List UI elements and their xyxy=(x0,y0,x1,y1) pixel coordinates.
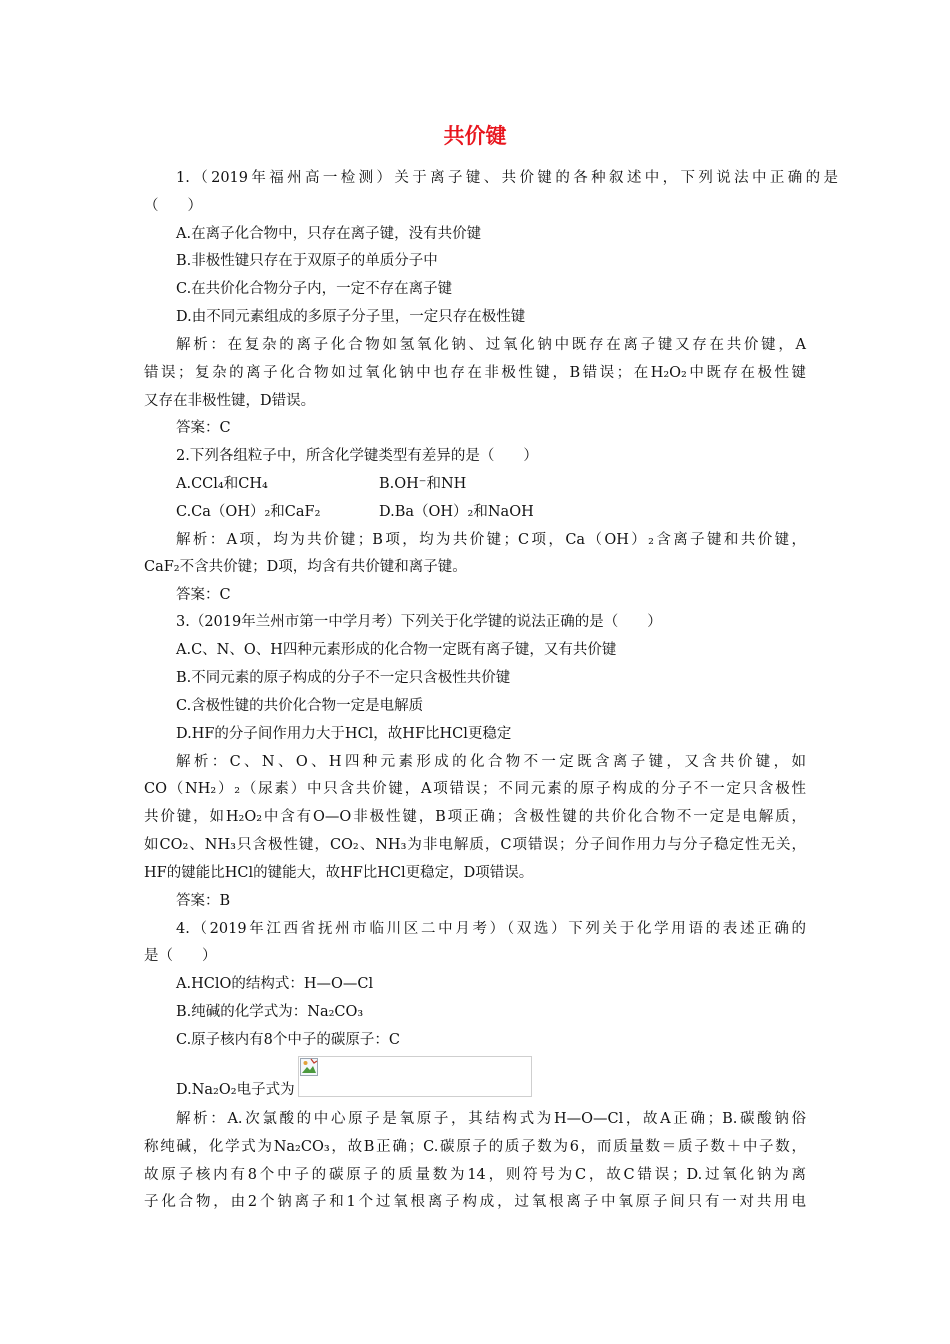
q4-option-a: A.HClO的结构式：H—O—Cl xyxy=(176,976,374,992)
q3-explanation-line2: CO（NH₂）₂（尿素）中只含共价键，A项错误；不同元素的原子构成的分子不一定只含极性 xyxy=(144,781,806,797)
q2-option-d: D.Ba（OH）₂和NaOH xyxy=(379,504,534,520)
page-title: 共价键 xyxy=(443,124,507,148)
q3-option-a: A.C、N、O、H四种元素形成的化合物一定既有离子键，又有共价键 xyxy=(176,642,617,658)
q4-stem-line2: 是（ ） xyxy=(144,948,217,964)
q1-stem-line2: （ ） xyxy=(144,198,202,214)
q3-answer: 答案：B xyxy=(176,893,231,909)
q3-explanation-line3: 共价键，如H₂O₂中含有O—O非极性键，B项正确；含极性键的共价化合物不一定是电解质， xyxy=(144,809,806,825)
q1-option-c: C.在共价化合物分子内，一定不存在离子键 xyxy=(176,281,453,297)
q1-option-d: D.由不同元素组成的多原子分子里，一定只存在极性键 xyxy=(176,309,526,325)
q2-option-c: C.Ca（OH）₂和CaF₂ xyxy=(176,504,321,520)
q3-option-d: D.HF的分子间作用力大于HCl，故HF比HCl更稳定 xyxy=(176,726,512,742)
q1-explanation-line1: 解析：在复杂的离子化合物如氢氧化钠、过氧化钠中既存在离子键又存在共价键，A xyxy=(176,337,806,353)
q1-explanation-line3: 又存在非极性键，D错误。 xyxy=(144,393,316,409)
broken-image-icon xyxy=(300,1058,318,1076)
q2-explanation-line2: CaF₂不含共价键；D项，均含有共价键和离子键。 xyxy=(144,559,467,575)
q4-explanation-line2: 称纯碱，化学式为Na₂CO₃，故B正确；C.碳原子的质子数为6，而质量数＝质子数＋中子数， xyxy=(144,1139,806,1155)
q2-answer: 答案：C xyxy=(176,587,231,603)
electron-formula-image-placeholder xyxy=(298,1056,532,1097)
q4-stem-line1: 4.（2019年江西省抚州市临川区二中月考）（双选）下列关于化学用语的表述正确的 xyxy=(176,921,806,937)
q3-explanation-line1: 解析：C、N、O、H四种元素形成的化合物不一定既含离子键，又含共价键，如 xyxy=(176,754,806,770)
q3-option-c: C.含极性键的共价化合物一定是电解质 xyxy=(176,698,424,714)
q3-explanation-line5: HF的键能比HCl的键能大，故HF比HCl更稳定，D项错误。 xyxy=(144,865,534,881)
q3-explanation-line4: 如CO₂、NH₃只含极性键，CO₂、NH₃为非电解质，C项错误；分子间作用力与分子稳定性无关， xyxy=(144,837,806,853)
q4-option-d: D.Na₂O₂电子式为 xyxy=(176,1082,295,1098)
q1-option-a: A.在离子化合物中，只存在离子键，没有共价键 xyxy=(176,226,482,242)
q2-stem: 2.下列各组粒子中，所含化学键类型有差异的是（ ） xyxy=(176,448,538,464)
q2-explanation-line1: 解析：A项，均为共价键；B项，均为共价键；C项，Ca（OH）₂含离子键和共价键， xyxy=(176,532,806,548)
q2-option-a: A.CCl₄和CH₄ xyxy=(176,476,268,492)
q4-explanation-line3: 故原子核内有8个中子的碳原子的质量数为14，则符号为C，故C错误；D.过氧化钠为离 xyxy=(144,1167,806,1183)
q4-explanation-line4: 子化合物，由2个钠离子和1个过氧根离子构成，过氧根离子中氧原子间只有一对共用电 xyxy=(144,1194,806,1210)
q4-option-c: C.原子核内有8个中子的碳原子：C xyxy=(176,1032,401,1048)
q2-option-b: B.OH⁻和NH xyxy=(379,476,467,492)
q4-option-b: B.纯碱的化学式为：Na₂CO₃ xyxy=(176,1004,364,1020)
q1-explanation-line2: 错误；复杂的离子化合物如过氧化钠中也存在非极性键，B错误；在H₂O₂中既存在极性键 xyxy=(144,365,806,381)
q4-explanation-line1: 解析：A.次氯酸的中心原子是氧原子，其结构式为H—O—Cl，故A正确；B.碳酸钠俗 xyxy=(176,1111,806,1127)
q1-answer: 答案：C xyxy=(176,420,231,436)
q3-option-b: B.不同元素的原子构成的分子不一定只含极性共价键 xyxy=(176,670,511,686)
q3-stem: 3.（2019年兰州市第一中学月考）下列关于化学键的说法正确的是（ ） xyxy=(176,614,662,630)
q1-stem-line1: 1.（2019年福州高一检测）关于离子键、共价键的各种叙述中，下列说法中正确的是 xyxy=(176,170,838,186)
q1-option-b: B.非极性键只存在于双原子的单质分子中 xyxy=(176,253,438,269)
